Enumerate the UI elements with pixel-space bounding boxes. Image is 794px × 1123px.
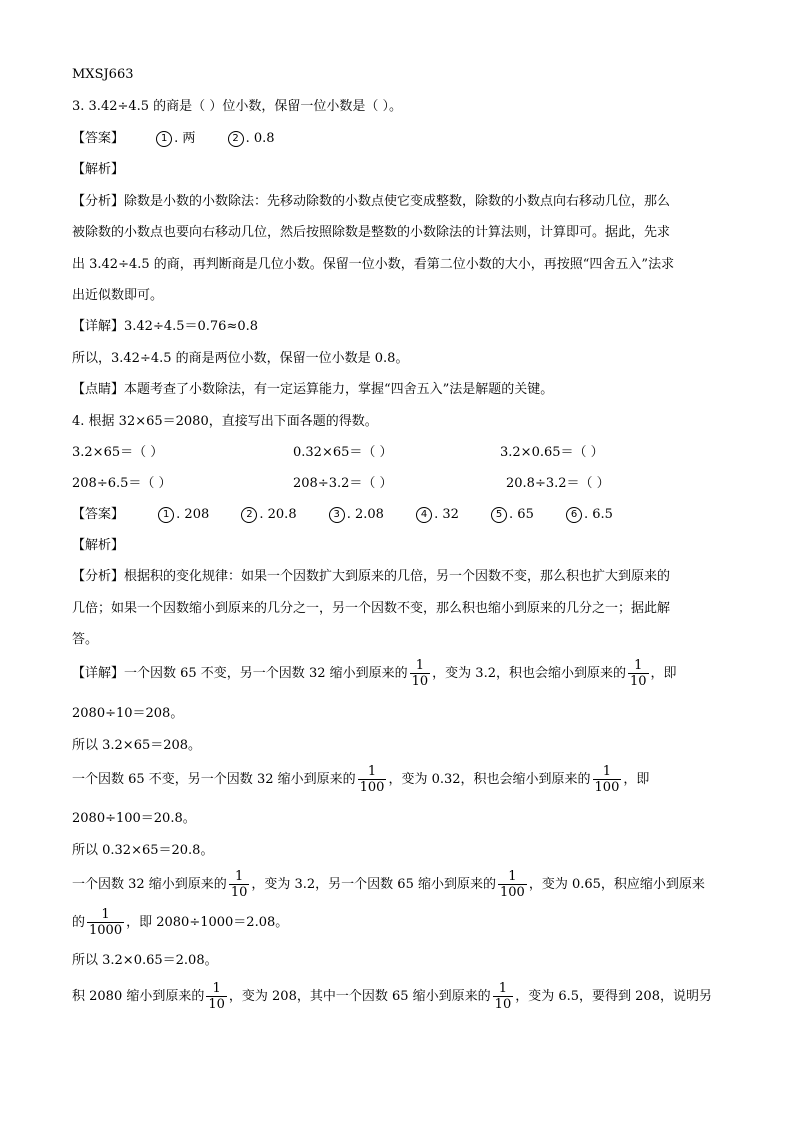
q4-question: 4. 根据 32×65＝2080，直接写出下面各题的得数。 xyxy=(72,414,378,429)
q4-detail-1-line2: 2080÷10＝208。 xyxy=(72,706,184,721)
fraction-denominator: 10 xyxy=(629,674,647,689)
fraction-numerator: 1 xyxy=(212,981,221,996)
detail-text: ，即 2080÷1000＝2.08。 xyxy=(126,915,289,930)
detail-text: ，即 xyxy=(623,772,650,787)
q3-analysis-line: 出 3.42÷4.5 的商，再判断商是几位小数。保留一位小数，看第二位小数的大小，再按照“四舍五入”法求 xyxy=(72,257,675,272)
fraction-numerator: 1 xyxy=(508,869,517,884)
answer-item xyxy=(156,130,195,148)
fraction-denominator: 10 xyxy=(411,674,429,689)
fraction xyxy=(628,658,649,689)
q3-comment: 【点睛】本题考查了小数除法，有一定运算能力，掌握“四舍五入”法是解题的关键。 xyxy=(72,382,554,397)
q3-jiexi-label: 【解析】 xyxy=(72,162,125,177)
answer-item xyxy=(566,506,613,524)
circled-number: 2 xyxy=(228,131,244,147)
q4-jiexi-label: 【解析】 xyxy=(72,538,125,553)
fraction-denominator: 100 xyxy=(594,780,620,795)
q4-analysis-line: 答。 xyxy=(72,632,99,647)
q4-detail-3-line2 xyxy=(72,906,288,940)
q4-detail-3 xyxy=(72,868,705,902)
q3-question: 3. 3.42÷4.5 的商是（ ）位小数，保留一位小数是（ ）。 xyxy=(72,99,402,114)
circled-number: 3 xyxy=(329,507,345,523)
fraction-numerator: 1 xyxy=(101,907,110,922)
detail-text: ，即 xyxy=(650,666,677,681)
fraction-denominator: 10 xyxy=(208,997,225,1012)
q4-detail-2 xyxy=(72,763,649,797)
detail-text: 积 2080 缩小到原来的 xyxy=(72,989,205,1004)
answer-item xyxy=(158,506,209,524)
answer-text: . 32 xyxy=(434,507,459,522)
circled-number: 4 xyxy=(416,507,432,523)
fraction-denominator: 10 xyxy=(230,885,248,900)
fraction-numerator: 1 xyxy=(415,658,425,673)
q4-item: 0.32×65＝（ ） xyxy=(293,445,393,460)
fraction xyxy=(493,981,514,1012)
detail-text: ，变为 208，其中一个因数 65 缩小到原来的 xyxy=(228,989,491,1004)
detail-text: 的 xyxy=(72,915,86,930)
circled-number: 1 xyxy=(156,131,172,147)
answer-text: . 两 xyxy=(174,131,196,146)
q4-summary-1: 所以 3.2×65＝208。 xyxy=(72,738,202,753)
fraction xyxy=(358,764,387,795)
detail-text: ，变为 0.32，积也会缩小到原来的 xyxy=(388,772,591,787)
fraction-numerator: 1 xyxy=(234,869,244,884)
q4-item: 208÷6.5＝（ ） xyxy=(72,476,172,491)
q4-detail-1 xyxy=(72,657,677,691)
q4-analysis-line: 几倍；如果一个因数缩小到原来的几分之一，另一个因数不变，那么积也缩小到原来的几分之一；据此解 xyxy=(72,601,671,616)
q3-analysis-line: 被除数的小数点也要向右移动几位，然后按照除数是整数的小数除法的计算法则，计算即可。据此，先求 xyxy=(72,225,671,240)
q4-item: 20.8÷3.2＝（ ） xyxy=(506,476,610,491)
detail-text: 【详解】一个因数 65 不变，另一个因数 32 缩小到原来的 xyxy=(72,666,408,681)
fraction xyxy=(410,658,431,689)
detail-text: ，变为 6.5，要得到 208，说明另 xyxy=(515,989,712,1004)
circled-number: 2 xyxy=(241,507,257,523)
q4-item: 3.2×0.65＝（ ） xyxy=(500,445,604,460)
answer-label: 【答案】 xyxy=(72,131,125,146)
answer-text: . 0.8 xyxy=(245,131,275,146)
fraction-denominator: 100 xyxy=(499,885,525,900)
q3-answer-line xyxy=(72,130,275,148)
answer-item xyxy=(416,506,459,524)
fraction xyxy=(87,907,124,938)
answer-item xyxy=(228,130,275,148)
q3-conclusion: 所以，3.42÷4.5 的商是两位小数，保留一位小数是 0.8。 xyxy=(72,351,409,366)
answer-text: . 6.5 xyxy=(584,507,613,522)
answer-text: . 2.08 xyxy=(346,507,384,522)
circled-number: 1 xyxy=(158,507,174,523)
q4-item: 3.2×65＝（ ） xyxy=(72,445,164,460)
detail-text: 一个因数 32 缩小到原来的 xyxy=(72,877,227,892)
fraction-numerator: 1 xyxy=(602,764,612,779)
answer-text: . 65 xyxy=(509,507,534,522)
answer-item xyxy=(241,506,296,524)
q4-summary-3: 所以 3.2×0.65＝2.08。 xyxy=(72,953,218,968)
q4-summary-2: 所以 0.32×65＝20.8。 xyxy=(72,843,214,858)
fraction-numerator: 1 xyxy=(367,764,377,779)
answer-text: . 208 xyxy=(176,507,210,522)
fraction-denominator: 1000 xyxy=(89,923,123,938)
q3-analysis-line: 【分析】除数是小数的小数除法：先移动除数的小数点使它变成整数，除数的小数点向右移动几位，那么 xyxy=(72,194,671,209)
q4-detail-4 xyxy=(72,980,712,1014)
answer-text: . 20.8 xyxy=(259,507,297,522)
fraction-denominator: 10 xyxy=(494,997,512,1012)
fraction xyxy=(498,869,527,900)
header-code: MXSJ663 xyxy=(72,67,134,82)
fraction-denominator: 100 xyxy=(359,780,385,795)
detail-text: ，变为 0.65，积应缩小到原来 xyxy=(528,877,705,892)
answer-label: 【答案】 xyxy=(72,507,125,522)
detail-text: ，变为 3.2，积也会缩小到原来的 xyxy=(432,666,626,681)
answer-item xyxy=(491,506,534,524)
fraction-numerator: 1 xyxy=(634,658,643,673)
q4-detail-2-line2: 2080÷100＝20.8。 xyxy=(72,811,196,826)
q4-item: 208÷3.2＝（ ） xyxy=(293,476,393,491)
fraction xyxy=(593,764,622,795)
circled-number: 5 xyxy=(491,507,507,523)
q4-answer-line xyxy=(72,506,613,524)
detail-text: ，变为 3.2，另一个因数 65 缩小到原来的 xyxy=(251,877,496,892)
q3-analysis-line: 出近似数即可。 xyxy=(72,288,164,303)
circled-number: 6 xyxy=(566,507,582,523)
q4-analysis-line: 【分析】根据积的变化规律：如果一个因数扩大到原来的几倍，另一个因数不变，那么积也扩大到原来的 xyxy=(72,569,671,584)
fraction-numerator: 1 xyxy=(498,981,508,996)
q3-detail: 【详解】3.42÷4.5＝0.76≈0.8 xyxy=(72,319,259,334)
answer-item xyxy=(329,506,384,524)
fraction xyxy=(206,981,227,1012)
detail-text: 一个因数 65 不变，另一个因数 32 缩小到原来的 xyxy=(72,772,356,787)
fraction xyxy=(229,869,250,900)
